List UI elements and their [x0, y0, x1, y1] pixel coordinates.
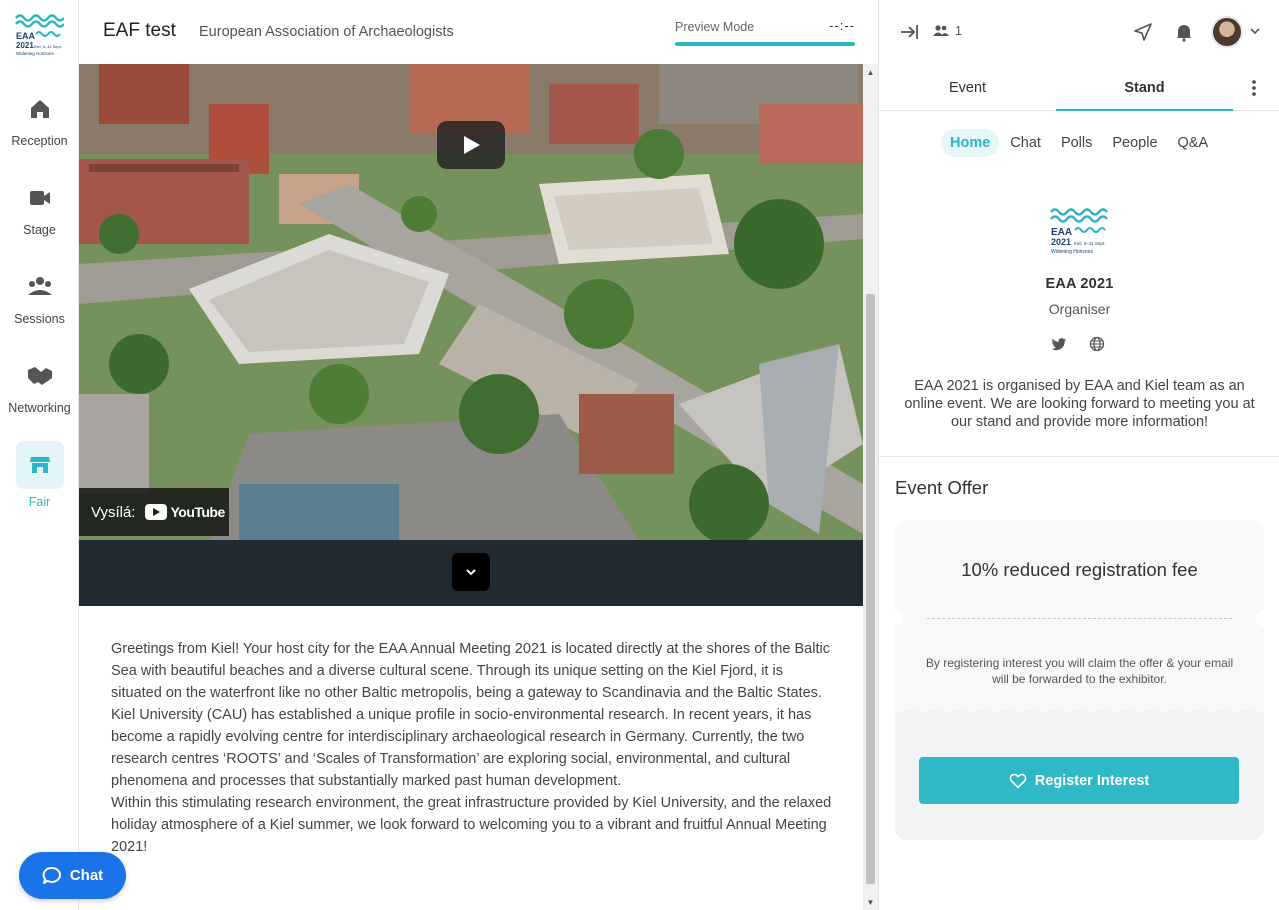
stand-name: EAA 2021 [1045, 276, 1114, 292]
nav-label-reception: Reception [11, 134, 68, 148]
organisation-name: European Association of Archaeologists [199, 24, 454, 40]
content-scrollbar[interactable] [863, 64, 878, 910]
youtube-watermark[interactable] [79, 488, 229, 536]
register-interest-label: Register Interest [1034, 772, 1150, 789]
right-panel [878, 0, 1279, 910]
right-panel-toolbar [879, 0, 1279, 64]
nav-item-fair[interactable] [0, 441, 79, 509]
youtube-video-player[interactable] [79, 64, 863, 540]
sub-tab-polls[interactable]: Polls [1060, 135, 1093, 151]
play-icon [460, 134, 482, 156]
stand-description-short: EAA 2021 is organised by EAA and Kiel team as an online event. We are looking forward to meeting you at our stand and provide more information! [904, 378, 1255, 430]
nav-label-networking: Networking [8, 401, 71, 415]
description-paragraph: Greetings from Kiel! Your host city for the EAA Annual Meeting 2021 is located directly at the shores of the Baltic Sea with beautiful beaches and a diverse cultural scene. Through its unique setting on the Kiel Fjord, it is situated on the waterfront like no other Baltic metropolis, being a gateway to Scandinavia and the Baltic States. [111, 641, 830, 701]
user-avatar[interactable] [1211, 16, 1243, 48]
preview-progress-bar [675, 42, 855, 46]
nav-item-reception[interactable] [0, 96, 79, 148]
youtube-badge-label: Vysílá: [91, 503, 136, 521]
scroll-up-icon[interactable]: ▲ [866, 68, 875, 77]
stand-social-links [1051, 336, 1105, 357]
stand-role: Organiser [1048, 301, 1111, 317]
group-icon [16, 274, 64, 300]
scroll-down-icon[interactable]: ▼ [866, 898, 875, 907]
nav-label-fair: Fair [28, 495, 51, 509]
attendee-count-value: 1 [955, 24, 962, 38]
nav-item-sessions[interactable] [0, 274, 79, 326]
collapse-video-button[interactable] [452, 553, 490, 591]
youtube-logo [145, 504, 224, 520]
sub-tab-chat[interactable]: Chat [1010, 135, 1041, 151]
chat-bubble-icon [42, 866, 62, 886]
sub-tab-qa[interactable]: Q&A [1177, 135, 1209, 151]
offer-note: By registering interest you will claim the offer & your email will be forwarded to the exhibitor. [925, 656, 1234, 686]
ticket-perforation [895, 706, 1264, 716]
svg-text:Widening Horizons: Widening Horizons [16, 51, 54, 56]
svg-text:Kiel, 6–11 Sept.: Kiel, 6–11 Sept. [34, 44, 62, 49]
chevron-down-icon[interactable] [1249, 24, 1261, 42]
twitter-icon[interactable] [1051, 336, 1067, 357]
globe-icon[interactable] [1089, 336, 1105, 357]
notification-bell-icon[interactable] [1174, 22, 1194, 47]
stand-description [111, 638, 835, 858]
sub-tab-home[interactable]: Home [941, 129, 999, 157]
stand-sub-tabs [941, 128, 1219, 158]
register-interest-button[interactable] [919, 757, 1239, 804]
stand-logo [1049, 206, 1109, 256]
ticket-notch [1256, 610, 1272, 626]
offer-headline: 10% reduced registration fee [961, 559, 1198, 580]
video-play-button[interactable] [437, 121, 505, 169]
tab-stand[interactable]: Stand [1124, 80, 1165, 96]
youtube-play-icon [145, 504, 167, 520]
description-paragraph: Within this stimulating research environment, the great infrastructure provided by Kiel University, and the relaxed holiday atmosphere of a Kiel summer, we look forward to welcoming you to a vibrant and fruitful Annual Meeting 2021! [111, 795, 832, 855]
section-divider [879, 456, 1279, 457]
preview-mode-label: Preview Mode [675, 20, 755, 34]
preview-timer: --:-- [829, 18, 855, 33]
chevron-down-icon [464, 565, 478, 579]
handshake-icon [16, 363, 64, 389]
tab-event[interactable]: Event [948, 80, 987, 96]
nav-item-networking[interactable] [0, 363, 79, 415]
video-camera-icon [16, 185, 64, 211]
eaa-logo[interactable] [14, 10, 64, 58]
nav-item-stage[interactable] [0, 185, 79, 237]
preview-mode-indicator [675, 18, 855, 36]
ticket-notch [887, 610, 903, 626]
left-navigation [0, 0, 79, 910]
people-icon [933, 24, 949, 38]
store-icon [16, 441, 64, 489]
nav-label-sessions: Sessions [14, 312, 65, 326]
video-controls-strip [79, 540, 863, 606]
panel-tabs [879, 64, 1279, 111]
svg-text:Kiel, 6–11 Sept.: Kiel, 6–11 Sept. [1074, 241, 1106, 246]
svg-text:2021: 2021 [16, 41, 34, 50]
active-tab-underline [1056, 109, 1233, 111]
send-icon[interactable] [1133, 22, 1153, 47]
more-options-icon[interactable] [1251, 79, 1257, 102]
description-paragraph: Kiel University (CAU) has established a unique profile in socio-environmental research. In recent years, it has become a rapidly evolving centre for interdisciplinary archaeological research in Germany. Currently, the two research centres ‘ROOTS’ and ‘Scales of Transformation’ are exploring social, environmental, and cultural phenomena and processes that substantially marked past human development. [111, 707, 812, 789]
home-icon [16, 96, 64, 122]
sub-tab-people[interactable]: People [1112, 135, 1158, 151]
scrollbar-thumb[interactable] [866, 294, 875, 884]
stand-content [79, 64, 863, 910]
svg-text:EAA: EAA [1051, 227, 1073, 238]
nav-label-stage: Stage [23, 223, 56, 237]
chat-button[interactable] [19, 852, 126, 899]
top-header [79, 0, 878, 64]
event-offer-title: Event Offer [895, 477, 989, 498]
heart-icon [1009, 773, 1027, 789]
ticket-divider [927, 618, 1232, 619]
svg-text:2021: 2021 [1051, 237, 1072, 247]
offer-ticket-card [895, 520, 1264, 840]
svg-text:EAA: EAA [16, 31, 36, 41]
youtube-brand-text: YouTube [170, 504, 225, 520]
exit-icon[interactable] [899, 22, 919, 47]
chat-button-label: Chat [69, 867, 104, 884]
attendee-count[interactable] [933, 24, 962, 38]
event-title: EAF test [103, 20, 176, 41]
svg-text:Widening Horizons: Widening Horizons [1051, 249, 1093, 255]
